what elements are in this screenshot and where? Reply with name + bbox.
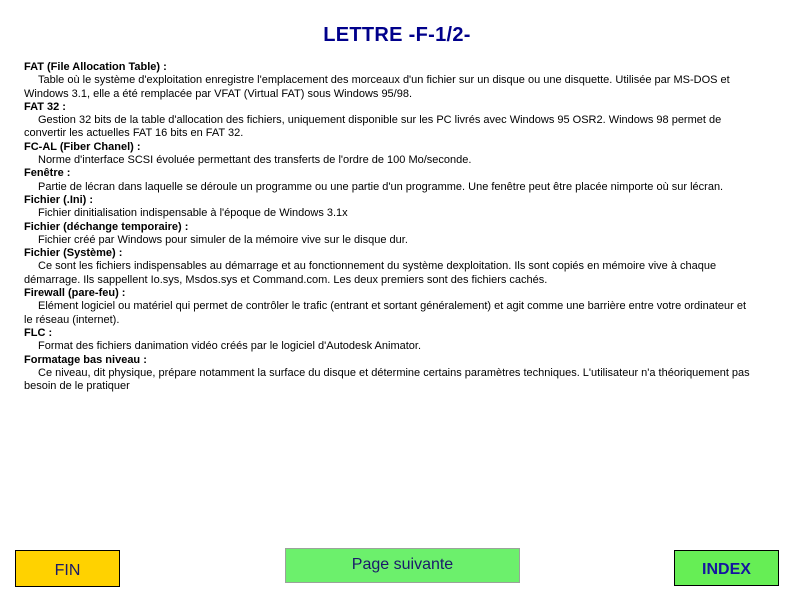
glossary-term: Fichier (déchange temporaire) :	[24, 220, 189, 233]
glossary-definition: Partie de lécran dans laquelle se déroule un programme ou une partie d'un programme. Une fenêtre peut être placée nimporte où sur lécran.	[38, 180, 724, 193]
glossary-term: Fenêtre :	[24, 167, 71, 180]
glossary-definition: Norme d'interface SCSI évoluée permettant des transferts de l'ordre de 100 Mo/seconde.	[38, 154, 472, 167]
next-page-button[interactable]: Page suivante	[285, 548, 520, 583]
glossary-definition: Elément logiciel ou matériel qui permet de contrôler le trafic (entrant et sortant généralement) et agit comme une barrière entre votre ordinateur et le réseau (internet).	[24, 300, 747, 326]
glossary-entry	[24, 327, 754, 354]
glossary-definition: Fichier dinitialisation indispensable à l'époque de Windows 3.1x	[38, 207, 348, 220]
glossary-term: FLC :	[24, 326, 53, 339]
glossary-term: Formatage bas niveau :	[24, 353, 147, 366]
glossary-definition: Ce sont les fichiers indispensables au démarrage et au fonctionnement du système dexploitation. Ils sont copiés en mémoire vive à chaque démarrage. Ils sappellent Io.sys, Msdos.sys et Command.com. Les deux premiers sont des fichiers cachés.	[24, 260, 717, 286]
glossary-entry	[24, 247, 754, 287]
glossary-definition: Gestion 32 bits de la table d'allocation des fichiers, uniquement disponible sur les PC livrés avec Windows 95 OSR2. Windows 98 permet de convertir les actuelles FAT 16 bits en FAT 32.	[24, 114, 722, 140]
glossary-term: Fichier (.Ini) :	[24, 193, 94, 206]
index-button[interactable]: INDEX	[674, 550, 779, 586]
glossary-term: FAT (File Allocation Table) :	[24, 61, 167, 73]
glossary-entry	[24, 101, 754, 141]
glossary-entry	[24, 221, 754, 248]
page-title: LETTRE -F-1/2-	[323, 24, 471, 46]
glossary-entry	[24, 194, 754, 221]
glossary-entry	[24, 61, 754, 101]
glossary-entry	[24, 354, 754, 394]
glossary-term: Fichier (Système) :	[24, 247, 123, 260]
glossary-definition: Fichier créé par Windows pour simuler de la mémoire vive sur le disque dur.	[38, 233, 408, 246]
glossary-entry	[24, 167, 754, 194]
glossary-term: FAT 32 :	[24, 100, 66, 113]
fin-button[interactable]: FIN	[15, 550, 120, 587]
glossary-entry	[24, 141, 754, 168]
glossary-definition: Ce niveau, dit physique, prépare notamment la surface du disque et détermine certains paramètres techniques. L'utilisateur n'a théoriquement pas besoin de le pratiquer	[24, 366, 750, 393]
glossary-entry	[24, 287, 754, 327]
glossary-definition: Format des fichiers danimation vidéo créés par le logiciel d'Autodesk Animator.	[38, 340, 422, 353]
glossary-definition: Table où le système d'exploitation enregistre l'emplacement des morceaux d'un fichier sur un disque ou une disquette. Utilisée par MS-DOS et Windows 3.1, elle a été remplacée par VFAT (Virtual FAT) sous Windows 95/98.	[24, 74, 730, 100]
glossary-list	[24, 61, 754, 393]
glossary-term: Firewall (pare-feu) :	[24, 287, 126, 300]
glossary-term: FC-AL (Fiber Chanel) :	[24, 140, 141, 153]
